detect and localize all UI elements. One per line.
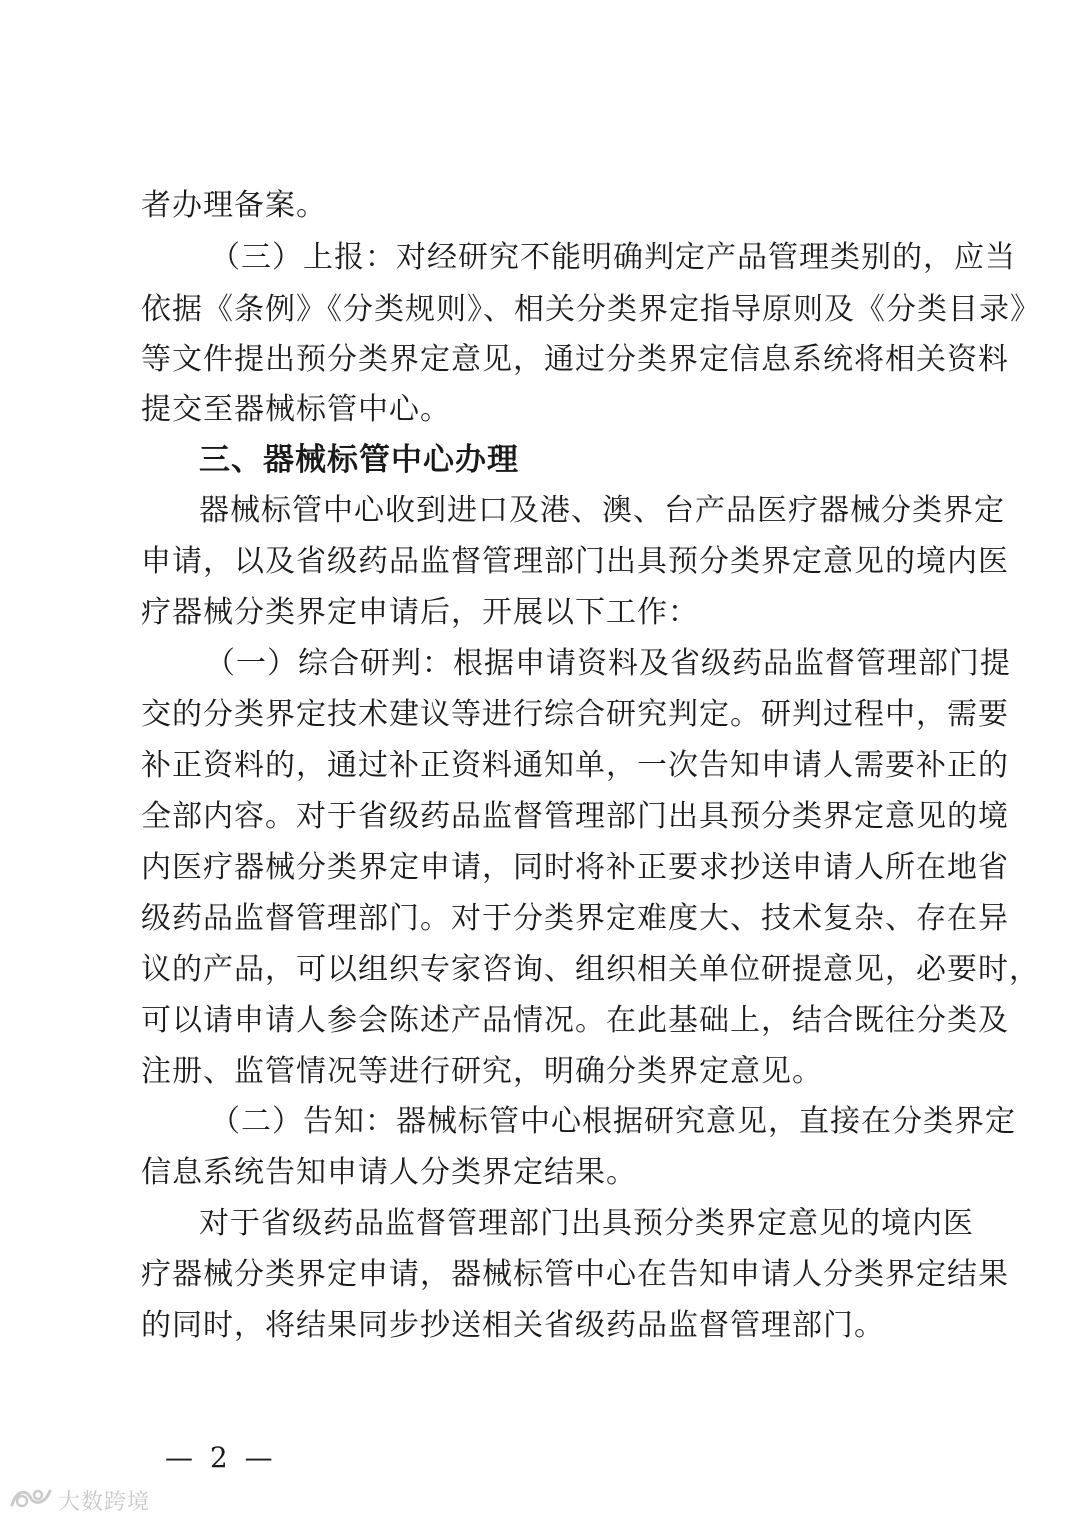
- paragraph-line: 议的产品，可以组织专家咨询、组织相关单位研提意见，必要时，: [141, 952, 1040, 987]
- paragraph-line: 内医疗器械分类界定申请，同时将补正要求抄送申请人所在地省: [141, 850, 1009, 885]
- brand-logo-icon: [8, 1483, 54, 1517]
- paragraph-line: 依据《条例》《分类规则》、相关分类界定指导原则及《分类目录》: [141, 292, 1041, 327]
- paragraph-line: （一）综合研判：根据申请资料及省级药品监督管理部门提: [205, 646, 1011, 681]
- paragraph-line: 者办理备案。: [141, 188, 327, 223]
- paragraph-line: 注册、监管情况等进行研究，明确分类界定意见。: [141, 1054, 823, 1089]
- paragraph-line: 等文件提出预分类界定意见，通过分类界定信息系统将相关资料: [141, 342, 1009, 377]
- watermark: [8, 1482, 150, 1518]
- paragraph-line: 疗器械分类界定申请，器械标管中心在告知申请人分类界定结果: [141, 1257, 1009, 1292]
- paragraph-line: 的同时，将结果同步抄送相关省级药品监督管理部门。: [141, 1308, 885, 1343]
- paragraph-line: 对于省级药品监督管理部门出具预分类界定意见的境内医: [199, 1206, 974, 1241]
- paragraph-line: 申请，以及省级药品监督管理部门出具预分类界定意见的境内医: [141, 544, 1009, 579]
- page-number: — 2 —: [165, 1441, 277, 1474]
- watermark-text: 大数跨境: [58, 1489, 151, 1515]
- paragraph-line: 疗器械分类界定申请后，开展以下工作：: [141, 595, 699, 630]
- paragraph-line: 信息系统告知申请人分类界定结果。: [141, 1155, 637, 1190]
- paragraph-line: 级药品监督管理部门。对于分类界定难度大、技术复杂、存在异: [141, 901, 1009, 936]
- section-heading: 三、器械标管中心办理: [199, 442, 519, 478]
- paragraph-line: 全部内容。对于省级药品监督管理部门出具预分类界定意见的境: [141, 799, 1009, 834]
- paragraph-line: （三）上报：对经研究不能明确判定产品管理类别的，应当: [210, 240, 1016, 275]
- paragraph-line: （二）告知：器械标管中心根据研究意见，直接在分类界定: [210, 1104, 1016, 1139]
- paragraph-line: 器械标管中心收到进口及港、澳、台产品医疗器械分类界定: [199, 493, 1005, 528]
- paragraph-line: 可以请申请人参会陈述产品情况。在此基础上，结合既往分类及: [141, 1003, 1009, 1038]
- paragraph-line: 提交至器械标管中心。: [141, 392, 451, 427]
- paragraph-line: 补正资料的，通过补正资料通知单，一次告知申请人需要补正的: [141, 748, 1009, 783]
- paragraph-line: 交的分类界定技术建议等进行综合研究判定。研判过程中，需要: [141, 697, 1009, 732]
